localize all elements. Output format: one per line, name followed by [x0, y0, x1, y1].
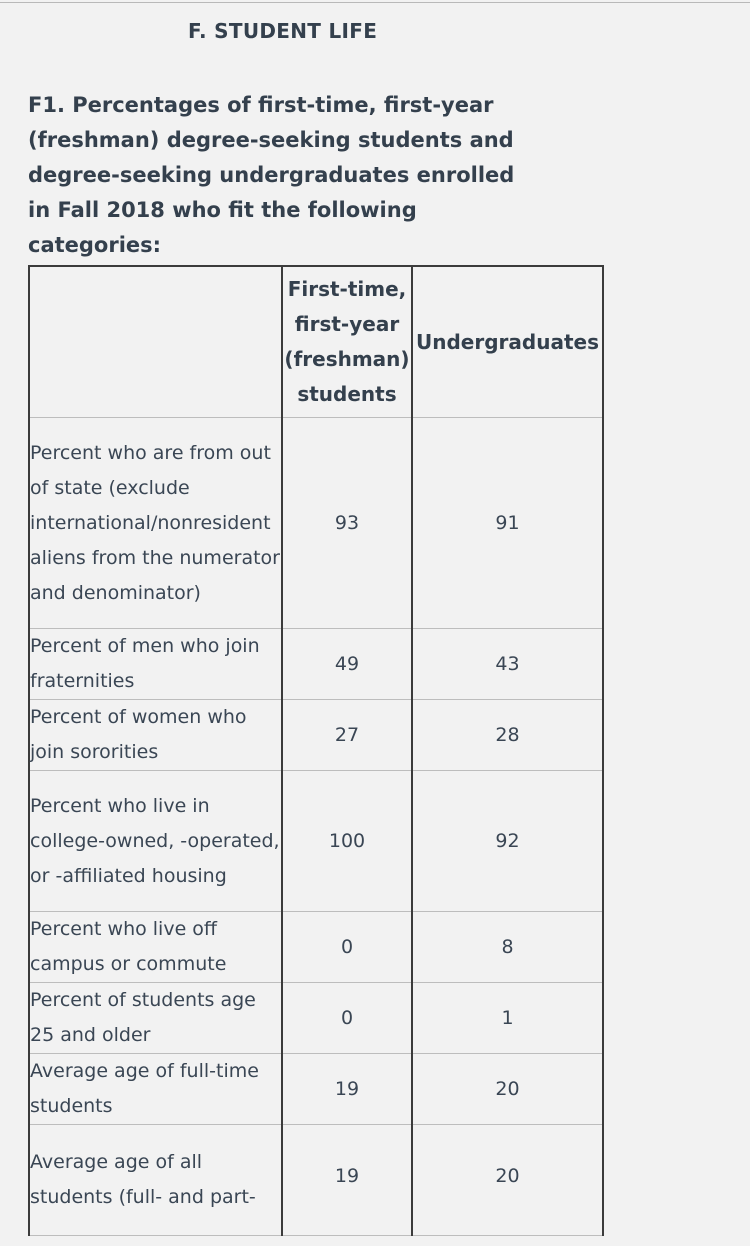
- row-label: Percent of men who join fraternities: [29, 629, 282, 700]
- freshman-value: 49: [282, 629, 412, 700]
- row-label: Percent who live off campus or commute: [29, 912, 282, 983]
- student-life-table: [28, 265, 604, 1236]
- freshman-value: 19: [282, 1125, 412, 1236]
- question-heading: F1. Percentages of first-time, first-year (freshman) degree-seeking students and degree-seeking undergraduates enrolled in Fall 2018 who fit the following categories:: [28, 93, 515, 257]
- table-row: [29, 700, 603, 771]
- undergrad-value: 20: [412, 1125, 603, 1236]
- table-row: [29, 1125, 603, 1236]
- section-title: F. STUDENT LIFE: [188, 19, 378, 43]
- freshman-value: 0: [282, 912, 412, 983]
- row-label: Percent who live in college-owned, -operated, or -affiliated housing: [29, 771, 282, 912]
- table-header-row: [29, 266, 603, 418]
- freshman-value: 100: [282, 771, 412, 912]
- header-freshman: First-time, first-year (freshman) students: [282, 266, 412, 418]
- freshman-value: 93: [282, 418, 412, 629]
- table-row: [29, 912, 603, 983]
- row-label: Percent of women who join sororities: [29, 700, 282, 771]
- table-row: [29, 629, 603, 700]
- top-divider: [0, 2, 750, 3]
- undergrad-value: 1: [412, 983, 603, 1054]
- undergrad-value: 20: [412, 1054, 603, 1125]
- undergrad-value: 92: [412, 771, 603, 912]
- table-row: [29, 983, 603, 1054]
- row-label: Average age of full-time students: [29, 1054, 282, 1125]
- table-row: [29, 1054, 603, 1125]
- row-label: Percent of students age 25 and older: [29, 983, 282, 1054]
- row-label: Average age of all students (full- and part-: [29, 1125, 282, 1236]
- undergrad-value: 28: [412, 700, 603, 771]
- freshman-value: 19: [282, 1054, 412, 1125]
- table-row: [29, 418, 603, 629]
- undergrad-value: 43: [412, 629, 603, 700]
- undergrad-value: 91: [412, 418, 603, 629]
- freshman-value: 27: [282, 700, 412, 771]
- row-label: Percent who are from out of state (exclude international/nonresident aliens from the numerator and denominator): [29, 418, 282, 629]
- table-row: [29, 771, 603, 912]
- header-undergraduates: Undergraduates: [412, 266, 603, 418]
- freshman-value: 0: [282, 983, 412, 1054]
- undergrad-value: 8: [412, 912, 603, 983]
- header-empty-cell: [29, 266, 282, 418]
